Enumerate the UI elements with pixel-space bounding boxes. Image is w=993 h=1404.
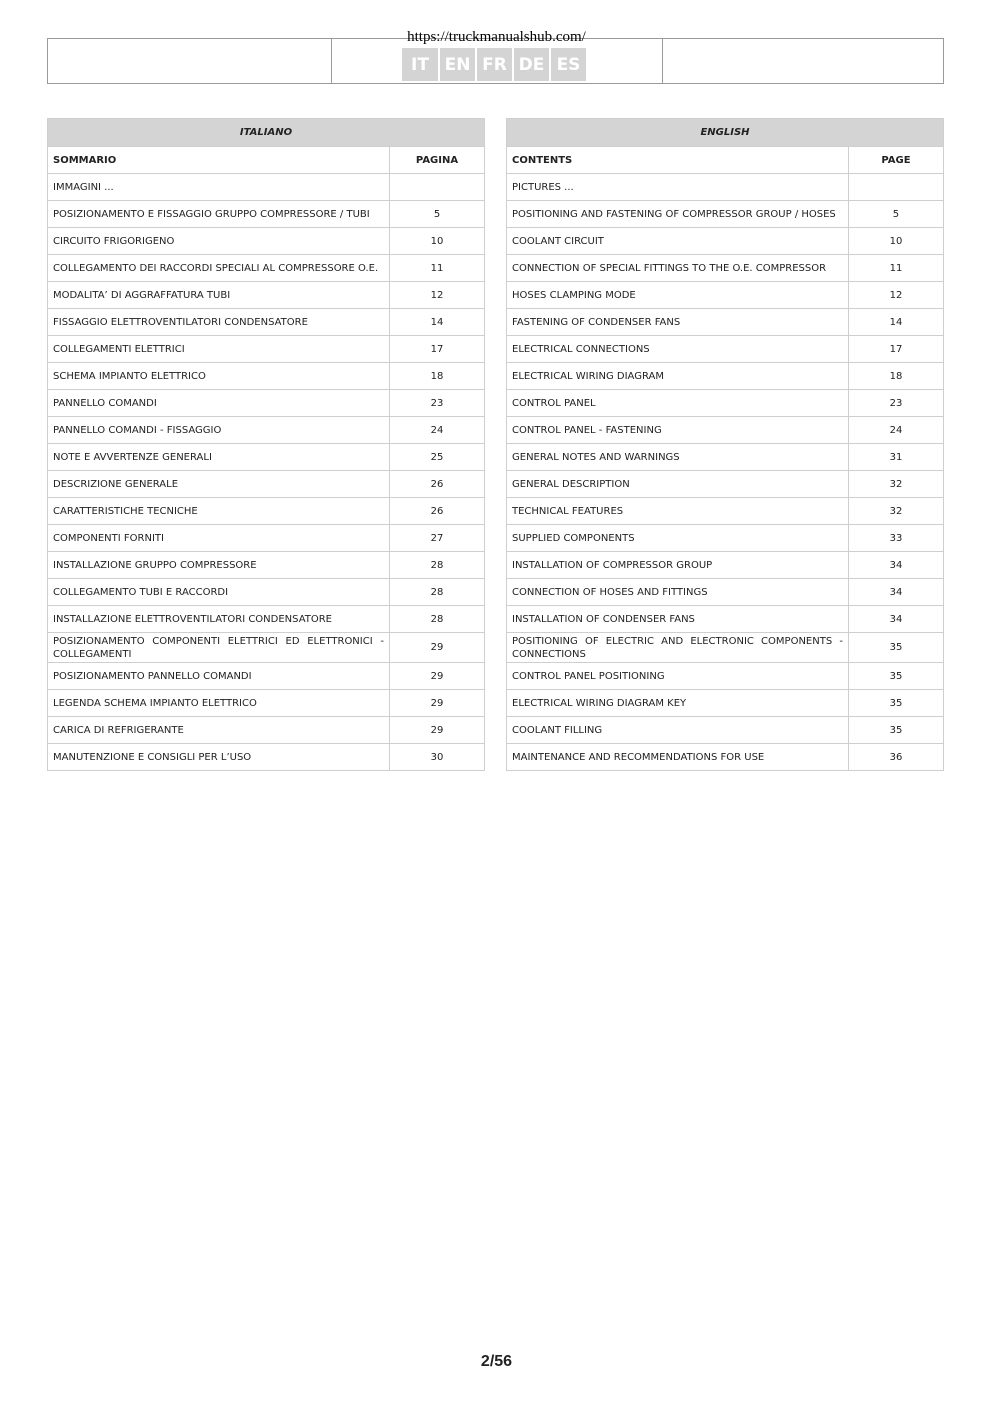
toc-entry-title: CONNECTION OF SPECIAL FITTINGS TO THE O.E. COMPRESSOR <box>507 255 849 282</box>
toc-row[interactable] <box>507 717 944 744</box>
toc-entry-title: CONTROL PANEL <box>507 390 849 417</box>
toc-entry-page: 32 <box>848 471 943 498</box>
toc-row[interactable] <box>507 174 944 201</box>
toc-entry-title: POSIZIONAMENTO COMPONENTI ELETTRICI ED ELETTRONICI - COLLEGAMENTI <box>48 633 390 663</box>
toc-entry-title: NOTE E AVVERTENZE GENERALI <box>48 444 390 471</box>
toc-entry-title: SUPPLIED COMPONENTS <box>507 525 849 552</box>
toc-entry-title: FISSAGGIO ELETTROVENTILATORI CONDENSATORE <box>48 309 390 336</box>
toc-entry-page: 28 <box>390 552 485 579</box>
toc-entry-page: 14 <box>848 309 943 336</box>
toc-entry-page: 24 <box>848 417 943 444</box>
toc-entry-page: 10 <box>390 228 485 255</box>
toc-entry-title: PANNELLO COMANDI <box>48 390 390 417</box>
toc-row[interactable] <box>48 363 485 390</box>
toc-column-title: SOMMARIO <box>48 147 390 174</box>
toc-row[interactable] <box>507 309 944 336</box>
toc-entry-page: 36 <box>848 744 943 771</box>
toc-entry-page: 25 <box>390 444 485 471</box>
toc-row[interactable] <box>48 690 485 717</box>
toc-entry-title: COLLEGAMENTI ELETTRICI <box>48 336 390 363</box>
source-url: https://truckmanualshub.com/ <box>407 29 586 45</box>
toc-entry-title: PICTURES ... <box>507 174 849 201</box>
toc-entry-page: 23 <box>390 390 485 417</box>
toc-entry-page: 11 <box>848 255 943 282</box>
toc-language-title: ENGLISH <box>507 119 944 147</box>
toc-row[interactable] <box>48 309 485 336</box>
toc-entry-title: CONTROL PANEL POSITIONING <box>507 663 849 690</box>
toc-entry-title: MAINTENANCE AND RECOMMENDATIONS FOR USE <box>507 744 849 771</box>
toc-language-title: ITALIANO <box>48 119 485 147</box>
toc-entry-page: 35 <box>848 717 943 744</box>
toc-entry-page: 27 <box>390 525 485 552</box>
toc-entry-title: SCHEMA IMPIANTO ELETTRICO <box>48 363 390 390</box>
toc-table-italiano <box>47 118 485 771</box>
toc-entry-title: GENERAL NOTES AND WARNINGS <box>507 444 849 471</box>
toc-entry-page: 28 <box>390 579 485 606</box>
toc-entry-page: 34 <box>848 552 943 579</box>
toc-entry-page: 5 <box>390 201 485 228</box>
toc-row[interactable] <box>507 744 944 771</box>
toc-body <box>48 174 485 771</box>
toc-row[interactable] <box>48 579 485 606</box>
toc-row[interactable] <box>48 744 485 771</box>
toc-entry-page: 17 <box>390 336 485 363</box>
toc-entry-title: COLLEGAMENTO DEI RACCORDI SPECIALI AL COMPRESSORE O.E. <box>48 255 390 282</box>
lang-tab-es[interactable]: ES <box>551 48 586 81</box>
toc-row[interactable] <box>48 498 485 525</box>
toc-entry-page: 12 <box>390 282 485 309</box>
toc-entry-title: COMPONENTI FORNITI <box>48 525 390 552</box>
toc-row[interactable] <box>48 717 485 744</box>
toc-entry-page: 10 <box>848 228 943 255</box>
toc-row[interactable] <box>507 690 944 717</box>
toc-entry-title: POSITIONING AND FASTENING OF COMPRESSOR GROUP / HOSES <box>507 201 849 228</box>
toc-entry-page: 32 <box>848 498 943 525</box>
toc-row[interactable] <box>507 444 944 471</box>
toc-entry-page: 18 <box>390 363 485 390</box>
toc-entry-page: 33 <box>848 525 943 552</box>
toc-entry-page: 18 <box>848 363 943 390</box>
toc-row[interactable] <box>507 525 944 552</box>
toc-entry-title: CARATTERISTICHE TECNICHE <box>48 498 390 525</box>
toc-entry-title: CONNECTION OF HOSES AND FITTINGS <box>507 579 849 606</box>
toc-body <box>507 174 944 771</box>
toc-row[interactable] <box>48 633 485 663</box>
toc-entry-page: 29 <box>390 690 485 717</box>
toc-row[interactable] <box>48 390 485 417</box>
toc-entry-title: ELECTRICAL WIRING DIAGRAM <box>507 363 849 390</box>
toc-entry-page: 17 <box>848 336 943 363</box>
toc-entry-page: 31 <box>848 444 943 471</box>
toc-entry-title: CARICA DI REFRIGERANTE <box>48 717 390 744</box>
toc-entry-title: INSTALLATION OF CONDENSER FANS <box>507 606 849 633</box>
toc-entry-title: POSITIONING OF ELECTRIC AND ELECTRONIC COMPONENTS - CONNECTIONS <box>507 633 849 663</box>
toc-row[interactable] <box>48 471 485 498</box>
toc-entry-page: 23 <box>848 390 943 417</box>
toc-entry-title: ELECTRICAL CONNECTIONS <box>507 336 849 363</box>
toc-row[interactable] <box>507 255 944 282</box>
lang-tab-en[interactable]: EN <box>440 48 475 81</box>
toc-row[interactable] <box>48 255 485 282</box>
toc-entry-title: POSIZIONAMENTO E FISSAGGIO GRUPPO COMPRESSORE / TUBI <box>48 201 390 228</box>
toc-row[interactable] <box>507 633 944 663</box>
toc-entry-page: 30 <box>390 744 485 771</box>
toc-entry-page: 14 <box>390 309 485 336</box>
toc-column-page: PAGE <box>848 147 943 174</box>
toc-entry-page: 34 <box>848 606 943 633</box>
toc-table-english <box>506 118 944 771</box>
toc-row[interactable] <box>48 282 485 309</box>
toc-entry-title: COOLANT CIRCUIT <box>507 228 849 255</box>
toc-row[interactable] <box>507 363 944 390</box>
toc-entry-page: 34 <box>848 579 943 606</box>
toc-row[interactable] <box>507 471 944 498</box>
toc-entry-page: 11 <box>390 255 485 282</box>
toc-entry-page: 24 <box>390 417 485 444</box>
toc-entry-title: DESCRIZIONE GENERALE <box>48 471 390 498</box>
toc-entry-title: FASTENING OF CONDENSER FANS <box>507 309 849 336</box>
toc-entry-title: GENERAL DESCRIPTION <box>507 471 849 498</box>
toc-row[interactable] <box>48 174 485 201</box>
toc-row[interactable] <box>507 498 944 525</box>
toc-entry-title: CONTROL PANEL - FASTENING <box>507 417 849 444</box>
toc-entry-page: 35 <box>848 690 943 717</box>
toc-entry-page: 28 <box>390 606 485 633</box>
toc-entry-page <box>390 174 485 201</box>
toc-entry-page: 26 <box>390 498 485 525</box>
toc-entry-title: MODALITA’ DI AGGRAFFATURA TUBI <box>48 282 390 309</box>
toc-entry-title: HOSES CLAMPING MODE <box>507 282 849 309</box>
toc-entry-title: PANNELLO COMANDI - FISSAGGIO <box>48 417 390 444</box>
toc-row[interactable] <box>48 417 485 444</box>
toc-entry-title: CIRCUITO FRIGORIGENO <box>48 228 390 255</box>
toc-row[interactable] <box>507 201 944 228</box>
toc-row[interactable] <box>507 417 944 444</box>
toc-entry-title: IMMAGINI ... <box>48 174 390 201</box>
toc-row[interactable] <box>507 228 944 255</box>
toc-row[interactable] <box>48 336 485 363</box>
lang-tab-it[interactable]: IT <box>402 48 438 81</box>
toc-row[interactable] <box>48 552 485 579</box>
toc-column-title: CONTENTS <box>507 147 849 174</box>
toc-entry-title: LEGENDA SCHEMA IMPIANTO ELETTRICO <box>48 690 390 717</box>
toc-entry-title: POSIZIONAMENTO PANNELLO COMANDI <box>48 663 390 690</box>
toc-row[interactable] <box>507 390 944 417</box>
toc-entry-title: INSTALLAZIONE ELETTROVENTILATORI CONDENSATORE <box>48 606 390 633</box>
toc-row[interactable] <box>507 282 944 309</box>
toc-entry-page: 35 <box>848 633 943 663</box>
toc-entry-page: 5 <box>848 201 943 228</box>
toc-row[interactable] <box>507 336 944 363</box>
page-number: 2/56 <box>480 1353 513 1370</box>
toc-row[interactable] <box>48 228 485 255</box>
toc-row[interactable] <box>507 663 944 690</box>
toc-row[interactable] <box>48 444 485 471</box>
toc-entry-title: TECHNICAL FEATURES <box>507 498 849 525</box>
toc-entry-page: 35 <box>848 663 943 690</box>
toc-entry-title: COLLEGAMENTO TUBI E RACCORDI <box>48 579 390 606</box>
toc-entry-title: COOLANT FILLING <box>507 717 849 744</box>
toc-entry-page: 29 <box>390 633 485 663</box>
lang-tab-de[interactable]: DE <box>514 48 549 81</box>
toc-entry-page: 29 <box>390 717 485 744</box>
toc-row[interactable] <box>507 552 944 579</box>
toc-entry-title: ELECTRICAL WIRING DIAGRAM KEY <box>507 690 849 717</box>
toc-row[interactable] <box>507 606 944 633</box>
toc-entry-page: 26 <box>390 471 485 498</box>
toc-entry-title: INSTALLATION OF COMPRESSOR GROUP <box>507 552 849 579</box>
toc-row[interactable] <box>48 663 485 690</box>
toc-entry-page <box>848 174 943 201</box>
toc-row[interactable] <box>48 201 485 228</box>
toc-column-page: PAGINA <box>390 147 485 174</box>
toc-entry-title: INSTALLAZIONE GRUPPO COMPRESSORE <box>48 552 390 579</box>
toc-entry-page: 12 <box>848 282 943 309</box>
toc-row[interactable] <box>48 525 485 552</box>
toc-row[interactable] <box>507 579 944 606</box>
lang-tab-fr[interactable]: FR <box>477 48 512 81</box>
toc-entry-page: 29 <box>390 663 485 690</box>
toc-row[interactable] <box>48 606 485 633</box>
language-selector <box>402 48 586 81</box>
toc-entry-title: MANUTENZIONE E CONSIGLI PER L’USO <box>48 744 390 771</box>
